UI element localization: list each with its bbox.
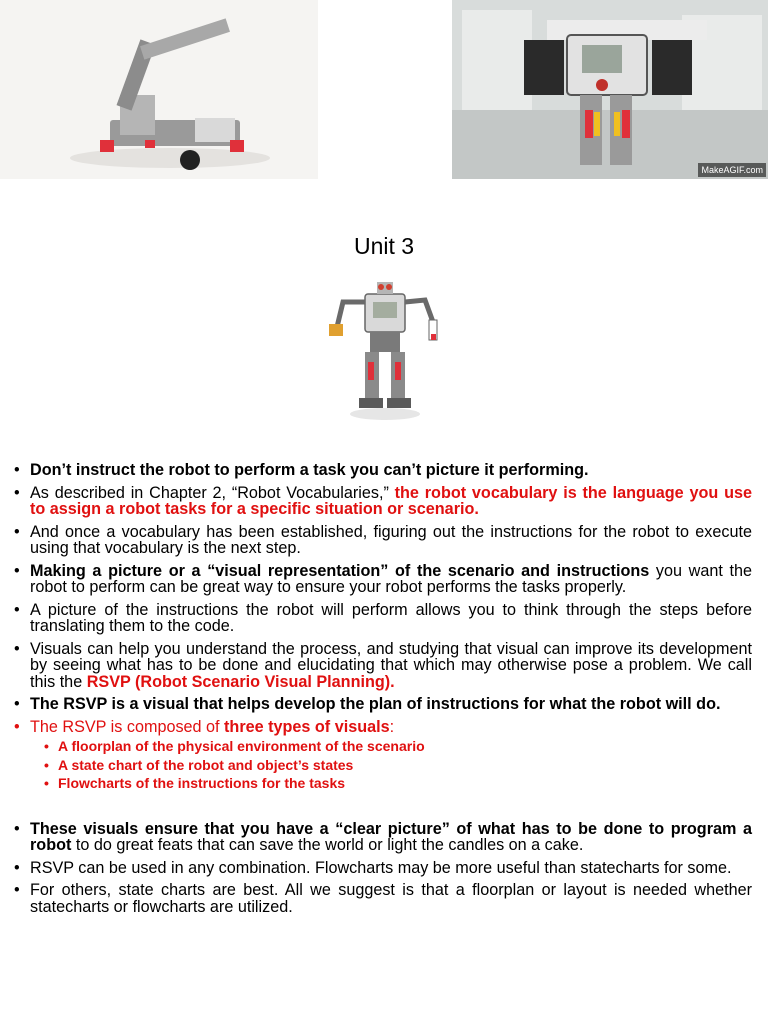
bullet-11: [14, 882, 752, 915]
bullet-6-prefix: Visuals can help you understand the process, and studying that visual can improve its development by seeing what has to be done and elucidating that which may otherwise pose a problem. We call this the: [30, 639, 752, 691]
bullet-2-highlight: the robot vocabulary is the language you use to assign a robot tasks for a specific situation or scenario.: [30, 483, 752, 518]
bullet-7: [14, 696, 752, 713]
bullet-11-text: For others, state charts are best. All we suggest is that a floorplan or layout is needed whether statecharts or flowcharts are utilized.: [30, 881, 752, 916]
watermark-label: MakeAGIF.com: [698, 163, 766, 177]
sub-bullet-statechart: • A state chart of the robot and object’s states: [14, 756, 752, 775]
bullet-4-bold: Making a picture or a “visual representation” of the scenario and instructions: [30, 561, 650, 580]
bullet-8-bold: three types of visuals: [224, 717, 390, 736]
bullet-3-text: And once a vocabulary has been established, figuring out the instructions for the robot to execute using that vocabulary is the next step.: [30, 522, 752, 557]
bullet-8-prefix: The RSVP is composed of: [30, 717, 225, 736]
bullet-8-suffix: :: [389, 717, 395, 736]
bullet-list: [14, 462, 752, 921]
bullet-10-text: RSVP can be used in any combination. Flowcharts may be more useful than statecharts for some.: [30, 858, 732, 877]
robot-arm-image: [0, 0, 318, 179]
humanoid-robot-image: [452, 0, 768, 179]
bullet-8: [14, 719, 752, 736]
bullet-9: [14, 821, 752, 854]
bullet-1: [14, 462, 752, 479]
bullet-3: [14, 524, 752, 557]
robot-figure-image: [325, 272, 443, 422]
robot-arm-photo: [0, 0, 318, 179]
bullet-5: [14, 602, 752, 635]
bullet-7-text: The RSVP is a visual that helps develop the plan of instructions for what the robot will do.: [30, 695, 721, 713]
bullet-2-prefix: As described in Chapter 2, “Robot Vocabularies,”: [30, 483, 395, 502]
bullet-4-rest: you want the robot to perform can be great way to ensure your robot performs the tasks properly.: [30, 561, 752, 596]
bullet-4: [14, 563, 752, 596]
robot-illustration: [325, 272, 443, 422]
bullet-1-text: Don’t instruct the robot to perform a task you can’t picture it performing.: [30, 461, 589, 479]
bullet-9-rest: to do great feats that can save the world or light the candles on a cake.: [71, 836, 584, 854]
spacer: [14, 793, 752, 821]
humanoid-robot-photo: [452, 0, 768, 179]
sub-bullet-floorplan: • A floorplan of the physical environment of the scenario: [14, 737, 752, 756]
bullet-2: [14, 485, 752, 518]
bullet-6: [14, 641, 752, 691]
page-title: Unit 3: [353, 233, 415, 259]
bullet-9-bold: These visuals ensure that you have a “clear picture” of what has to be done to program a robot: [30, 819, 752, 854]
bullet-6-highlight: RSVP (Robot Scenario Visual Planning).: [86, 672, 395, 691]
bullet-10: [14, 860, 752, 877]
sub-bullet-flowcharts: • Flowcharts of the instructions for the tasks: [14, 774, 752, 793]
bullet-5-text: A picture of the instructions the robot will perform allows you to think through the steps before translating them to the code.: [30, 600, 752, 635]
